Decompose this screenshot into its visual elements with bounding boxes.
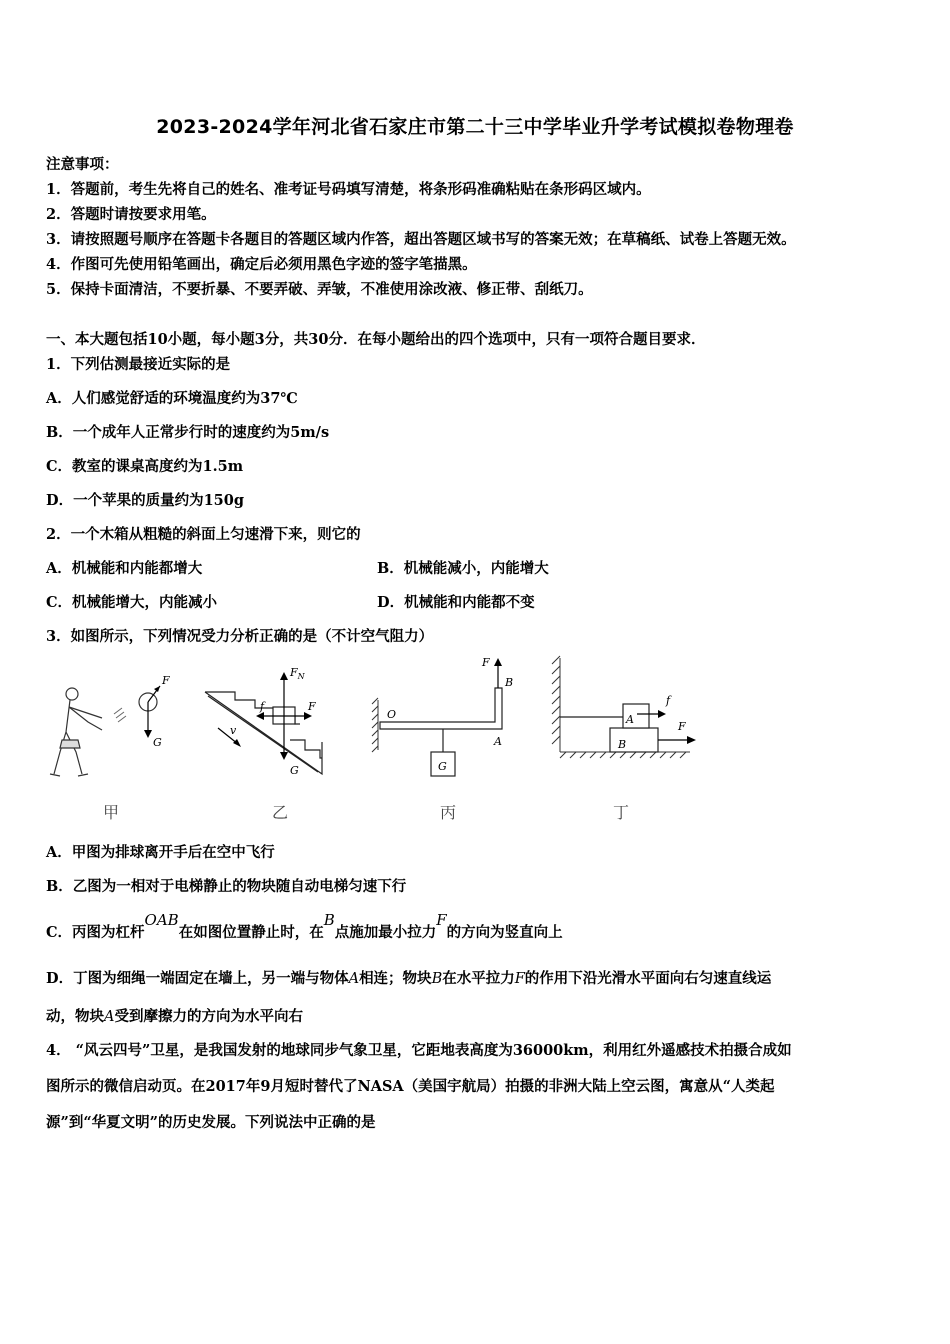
q3-option-d-mid2: 在水平拉力 xyxy=(442,970,515,987)
q1-stem: 1．下列估测最接近实际的是 xyxy=(46,356,231,373)
figure-ding-label-f: F xyxy=(678,720,686,733)
notice-item-3: 3．请按照题号顺序在答题卡各题目的答题区域内作答，超出答题区域书写的答案无效；在草稿纸、试卷上答题无效。 xyxy=(46,231,796,248)
q2-stem: 2．一个木箱从粗糙的斜面上匀速滑下来，则它的 xyxy=(46,526,361,543)
q3-option-d-f: F xyxy=(514,971,525,987)
figure-bing-label-o: O xyxy=(387,708,397,721)
figure-bing-label-a: A xyxy=(494,735,502,748)
figure-label-yi: 乙 xyxy=(272,803,289,822)
q4-line-1: 4． “风云四号”卫星，是我国发射的地球同步气象卫星，它距地表高度为36000km，利用红外遥感技术拍摄合成如 xyxy=(46,1042,792,1059)
q3-option-d-post: 的作用下沿光滑水平面向右匀速直线运 xyxy=(524,970,772,987)
figure-label-bing: 丙 xyxy=(440,803,457,822)
q3-option-c-b: B xyxy=(323,911,335,929)
q3-option-c-oab: OAB xyxy=(144,911,179,929)
figure-bing-lever xyxy=(380,688,502,729)
notice-item-2: 2．答题时请按要求用笔。 xyxy=(46,206,216,223)
notice-heading: 注意事项： xyxy=(46,156,119,173)
notice-item-5: 5．保持卡面清洁，不要折暴、不要弄破、弄皱，不准使用涂改液、修正带、刮纸刀。 xyxy=(46,281,593,298)
figure-label-ding: 丁 xyxy=(613,803,630,822)
q3-option-b: B．乙图为一相对于电梯静止的物块随自动电梯匀速下行 xyxy=(46,878,407,895)
figure-label-jia: 甲 xyxy=(103,803,120,822)
exam-title: 2023-2024学年河北省石家庄市第二十三中学毕业升学考试模拟卷物理卷 xyxy=(156,116,794,138)
figure-ding-label-a: A xyxy=(626,713,634,726)
q3-option-c-pre: C．丙图为杠杆 xyxy=(46,924,145,941)
section-one-heading: 一、本大题包括10小题，每小题3分，共30分．在每小题给出的四个选项中，只有一项符合题目要求． xyxy=(46,331,706,348)
figure-jia-ball-motion xyxy=(114,708,126,722)
q4-line-2: 图所示的微信启动页。在2017年9月短时替代了NASA（美国宇航局）拍摄的非洲大陆上空云图，寓意从“人类起 xyxy=(46,1078,775,1095)
q1-option-b: B．一个成年人正常步行时的速度约为5m/s xyxy=(46,424,330,441)
notice-item-4: 4．作图可先使用铅笔画出，确定后必须用黑色字迹的签字笔描黑。 xyxy=(46,256,477,273)
q3-stem: 3．如图所示，下列情况受力分析正确的是（不计空气阻力） xyxy=(46,628,434,645)
q3-option-c xyxy=(46,911,563,942)
q3-option-d-a: A xyxy=(348,971,360,987)
q2-option-d: D．机械能和内能都不变 xyxy=(377,594,535,611)
q3-option-d-a2: A xyxy=(104,1009,115,1025)
q3-option-c-f: F xyxy=(436,911,447,929)
q2-option-b: B．机械能减小，内能增大 xyxy=(377,560,549,577)
figure-yi-label-fn: $F_N$ xyxy=(290,666,305,681)
q2-option-c: C．机械能增大，内能减小 xyxy=(46,594,218,611)
q3-option-d-mid: 相连；物块 xyxy=(359,970,432,987)
q3-option-d-line2 xyxy=(46,1005,303,1026)
figure-ding-label-b: B xyxy=(618,738,627,751)
q1-option-d: D．一个苹果的质量约为150g xyxy=(46,492,244,509)
q2-option-a: A．机械能和内能都增大 xyxy=(46,560,203,577)
q3-option-d-line2-post: 受到摩擦力的方向为水平向右 xyxy=(114,1008,303,1025)
notice-item-1: 1．答题前，考生先将自己的姓名、准考证号码填写清楚，将条形码准确粘贴在条形码区域内。 xyxy=(46,181,651,198)
figure-yi-label-f: F xyxy=(308,700,316,713)
figure-bing-wall xyxy=(372,698,378,752)
figure-ding-ground xyxy=(560,752,690,758)
figure-bing-label-b: B xyxy=(505,676,514,689)
figure-jia-player xyxy=(50,688,102,776)
q3-option-c-mid: 在如图位置静止时，在 xyxy=(178,924,324,941)
q1-option-c: C．教室的课桌高度约为1.5m xyxy=(46,458,244,475)
q3-option-d-line1 xyxy=(46,967,771,988)
q3-option-a: A．甲图为排球离开手后在空中飞行 xyxy=(46,844,275,861)
q1-option-a: A．人们感觉舒适的环境温度约为37℃ xyxy=(46,390,298,407)
figure-ding-wall xyxy=(552,656,560,752)
figure-bing-label-g: G xyxy=(438,760,447,773)
q3-option-d-line2-pre: 动，物块 xyxy=(46,1008,104,1025)
q3-option-d-b: B xyxy=(431,971,443,987)
figure-yi-label-v: v xyxy=(230,724,237,737)
figure-jia-label-g: G xyxy=(153,736,162,749)
figure-ding-label-f-small: f xyxy=(666,694,671,707)
q3-option-c-post: 的方向为竖直向上 xyxy=(446,924,563,941)
figure-bing-label-f: F xyxy=(482,656,490,669)
q3-option-d-pre: D．丁图为细绳一端固定在墙上，另一端与物体 xyxy=(46,970,349,987)
q3-option-c-mid2: 点施加最小拉力 xyxy=(334,924,437,941)
q4-line-3: 源”到“华夏文明”的历史发展。下列说法中正确的是 xyxy=(46,1114,376,1131)
figure-jia-label-f: F xyxy=(162,674,170,687)
figure-yi-label-f-small: f xyxy=(260,700,265,713)
figure-yi-label-g: G xyxy=(290,764,299,777)
